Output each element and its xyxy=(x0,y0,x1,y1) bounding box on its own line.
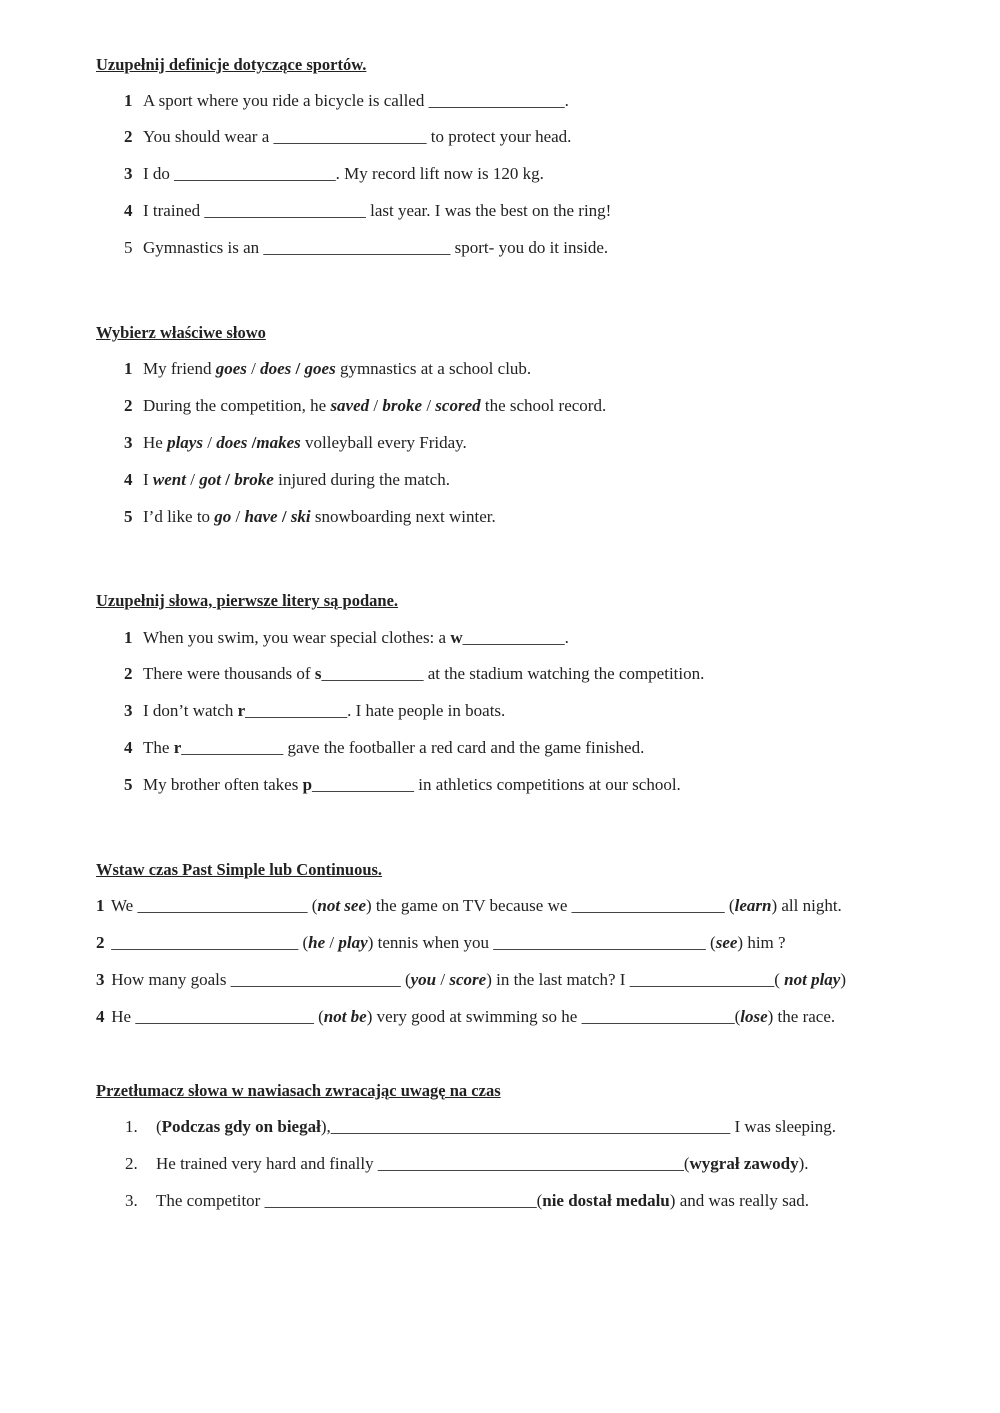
s3-item-1: 1 When you swim, you wear special clothes: a w____________. xyxy=(124,628,569,647)
s2-item-3: 3 He plays / does /makes volleyball every Friday. xyxy=(124,433,467,452)
option[interactable]: have xyxy=(244,507,278,526)
option[interactable]: makes xyxy=(256,433,301,452)
answer-blank[interactable]: ________________________________ xyxy=(264,1191,537,1210)
s1-item-4: 4 I trained ___________________ last year. I was the best on the ring! xyxy=(124,201,612,220)
answer-blank[interactable]: __________________ xyxy=(581,1007,735,1026)
answer-blank[interactable]: ____________ xyxy=(245,701,348,720)
section-2-heading: Wybierz właściwe słowo xyxy=(96,323,266,342)
option[interactable]: goes xyxy=(215,359,247,378)
s1-item-1: 1 A sport where you ride a bicycle is called ________________. xyxy=(124,91,569,110)
option[interactable]: saved xyxy=(330,396,370,415)
option[interactable]: got xyxy=(199,470,221,489)
answer-blank[interactable]: ____________________________________ xyxy=(377,1154,684,1173)
s1-item-2: 2 You should wear a __________________ to protect your head. xyxy=(124,127,572,146)
answer-blank[interactable]: ____________ xyxy=(321,664,424,683)
s2-item-4: 4 I went / got / broke injured during the match. xyxy=(124,470,450,489)
s1-item-3: 3 I do ___________________. My record lift now is 120 kg. xyxy=(124,164,544,183)
s2-item-2: 2 During the competition, he saved / broke / scored the school record. xyxy=(124,396,607,415)
s1-item-5: 5 Gymnastics is an ______________________ sport- you do it inside. xyxy=(124,238,609,257)
s3-item-5: 5 My brother often takes p____________ in athletics competitions at our school. xyxy=(124,775,681,794)
s3-item-4: 4 The r____________ gave the footballer a red card and the game finished. xyxy=(124,738,645,757)
s4-item-1: 1 We ____________________ (not see) the game on TV because we __________________ (learn) all night. xyxy=(96,896,842,915)
answer-blank[interactable]: ___________________ xyxy=(174,164,336,183)
section-3-heading: Uzupełnij słowa, pierwsze litery są podane. xyxy=(96,591,399,610)
option[interactable]: broke xyxy=(382,396,423,415)
option[interactable]: broke xyxy=(234,470,274,489)
section-4-heading: Wstaw czas Past Simple lub Continuous. xyxy=(96,860,383,879)
answer-blank[interactable]: _________________ xyxy=(629,970,775,989)
s4-item-2: 2 ______________________ (he / play) tennis when you _________________________ (see) him ? xyxy=(96,933,786,952)
answer-blank[interactable]: __________________ xyxy=(273,127,427,146)
option[interactable]: plays xyxy=(167,433,203,452)
s5-item-2: 2. He trained very hard and finally ____________________________________(wygrał zawody). xyxy=(125,1154,809,1173)
option[interactable]: go xyxy=(214,507,232,526)
section-5-heading: Przetłumacz słowa w nawiasach zwracając uwagę na czas xyxy=(96,1081,501,1100)
answer-blank[interactable]: ____________ xyxy=(462,628,565,647)
s5-item-1: 1. (Podczas gdy on biegał),_______________________________________________ I was sleeping. xyxy=(125,1117,837,1136)
option[interactable]: scored xyxy=(435,396,481,415)
answer-blank[interactable]: ____________ xyxy=(312,775,415,794)
s2-item-5: 5 I’d like to go / have / ski snowboarding next winter. xyxy=(124,507,496,526)
s5-item-3: 3. The competitor ________________________________(nie dostał medalu) and was really sad. xyxy=(125,1191,810,1210)
answer-blank[interactable]: _________________________ xyxy=(493,933,706,952)
s3-item-2: 2 There were thousands of s____________ at the stadium watching the competition. xyxy=(124,664,705,683)
answer-blank[interactable]: ________________ xyxy=(428,91,565,110)
option[interactable]: does xyxy=(260,359,292,378)
answer-blank[interactable]: ____________________ xyxy=(137,896,308,915)
answer-blank[interactable]: ___________________ xyxy=(204,201,366,220)
option[interactable]: goes xyxy=(304,359,336,378)
option[interactable]: ski xyxy=(290,507,311,526)
answer-blank[interactable]: ____________ xyxy=(181,738,284,757)
s4-item-3: 3 How many goals ____________________ (you / score) in the last match? I _________________( not play) xyxy=(96,970,847,989)
s2-item-1: 1 My friend goes / does / goes gymnastics at a school club. xyxy=(124,359,532,378)
option[interactable]: went xyxy=(152,470,186,489)
s3-item-3: 3 I don’t watch r____________. I hate people in boats. xyxy=(124,701,506,720)
answer-blank[interactable]: _______________________________________________ xyxy=(330,1117,731,1136)
answer-blank[interactable]: _____________________ xyxy=(135,1007,314,1026)
s4-item-4: 4 He _____________________ (not be) very good at swimming so he __________________(lose) the race. xyxy=(96,1007,836,1026)
answer-blank[interactable]: __________________ xyxy=(571,896,725,915)
answer-blank[interactable]: ______________________ xyxy=(111,933,299,952)
option[interactable]: does xyxy=(216,433,248,452)
answer-blank[interactable]: ____________________ xyxy=(230,970,401,989)
section-1-heading: Uzupełnij definicje dotyczące sportów. xyxy=(96,55,367,74)
answer-blank[interactable]: ______________________ xyxy=(263,238,451,257)
